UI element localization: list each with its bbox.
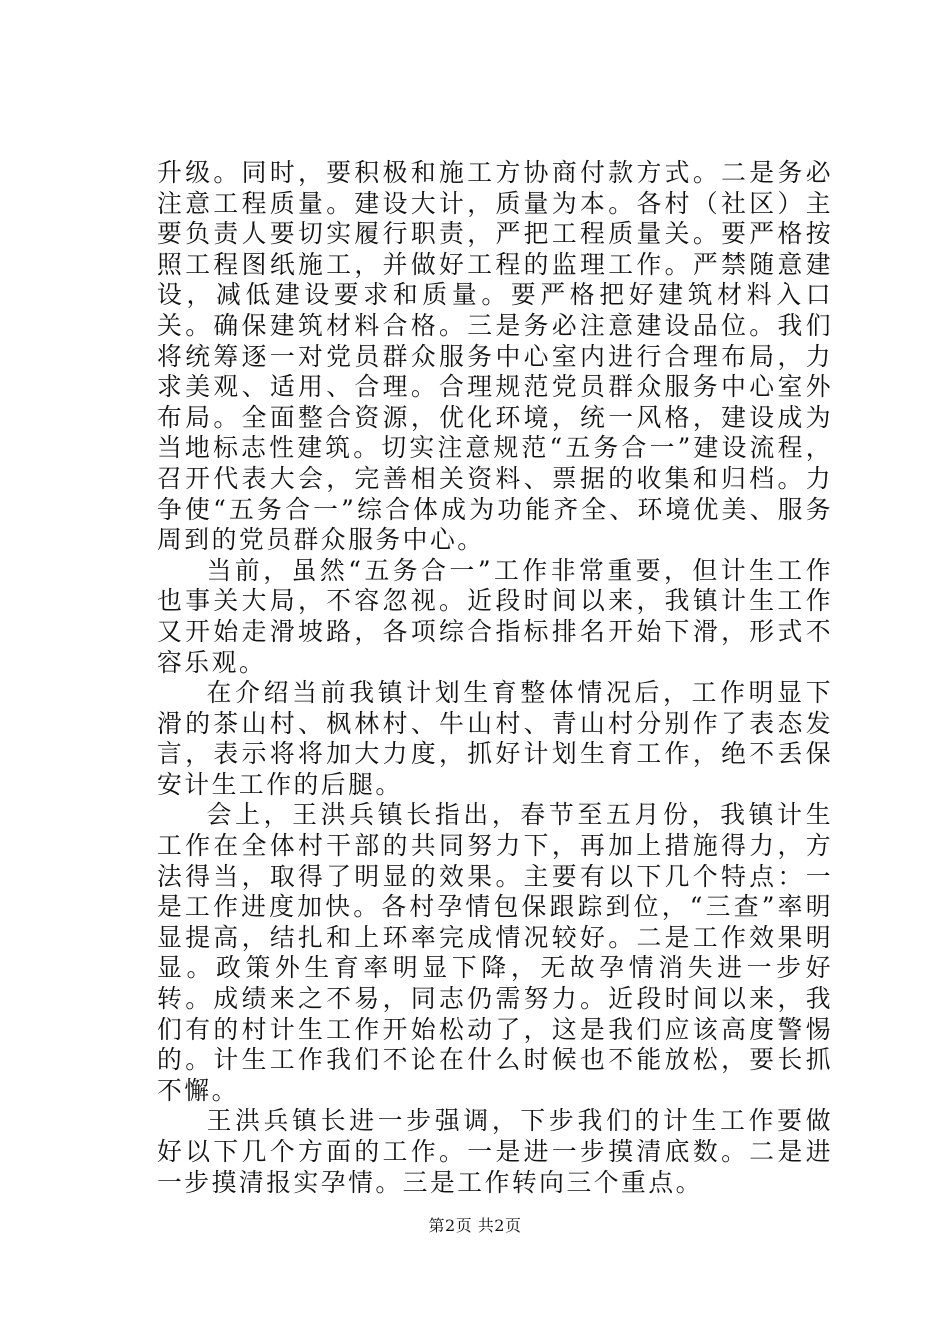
page-footer: 第2页 共2页 xyxy=(428,1216,522,1235)
paragraph-5: 王洪兵镇长进一步强调，下步我们的计生工作要做好以下几个方面的工作。一是进一步摸清底数。二是进一步摸清报实孕情。三是工作转向三个重点。 xyxy=(157,1106,833,1197)
body-text xyxy=(157,158,833,1198)
paragraph-2: 当前，虽然“五务合一”工作非常重要，但计生工作也事关大局，不容忽视。近段时间以来，我镇计生工作又开始走滑坡路，各项综合指标排名开始下滑，形式不容乐观。 xyxy=(157,555,833,677)
paragraph-4: 会上，王洪兵镇长指出，春节至五月份，我镇计生工作在全体村干部的共同努力下，再加上措施得力，方法得当，取得了明显的效果。主要有以下几个特点：一是工作进度加快。各村孕情包保跟踪到位，“三查”率明显提高，结扎和上环率完成情况较好。二是工作效果明显。政策外生育率明显下降，无故孕情消失进一步好转。成绩来之不易，同志仍需努力。近段时间以来，我们有的村计生工作开始松动了，这是我们应该高度警惕的。计生工作我们不论在什么时候也不能放松，要长抓不懈。 xyxy=(157,800,833,1105)
paragraph-3: 在介绍当前我镇计划生育整体情况后，工作明显下滑的茶山村、枫林村、牛山村、青山村分别作了表态发言，表示将将加大力度，抓好计划生育工作，绝不丢保安计生工作的后腿。 xyxy=(157,678,833,799)
paragraph-1: 升级。同时，要积极和施工方协商付款方式。二是务必注意工程质量。建设大计，质量为本。各村（社区）主要负责人要切实履行职责，严把工程质量关。要严格按照工程图纸施工，并做好工程的监理工作。严禁随意建设，减低建设要求和质量。要严格把好建筑材料入口关。确保建筑材料合格。三是务必注意建设品位。我们将统筹逐一对党员群众服务中心室内进行合理布局，力求美观、适用、合理。合理规范党员群众服务中心室外布局。全面整合资源，优化环境，统一风格，建设成为当地标志性建筑。切实注意规范“五务合一”建设流程，召开代表大会，完善相关资料、票据的收集和归档。力争使“五务合一”综合体成为功能齐全、环境优美、服务周到的党员群众服务中心。 xyxy=(157,158,833,555)
